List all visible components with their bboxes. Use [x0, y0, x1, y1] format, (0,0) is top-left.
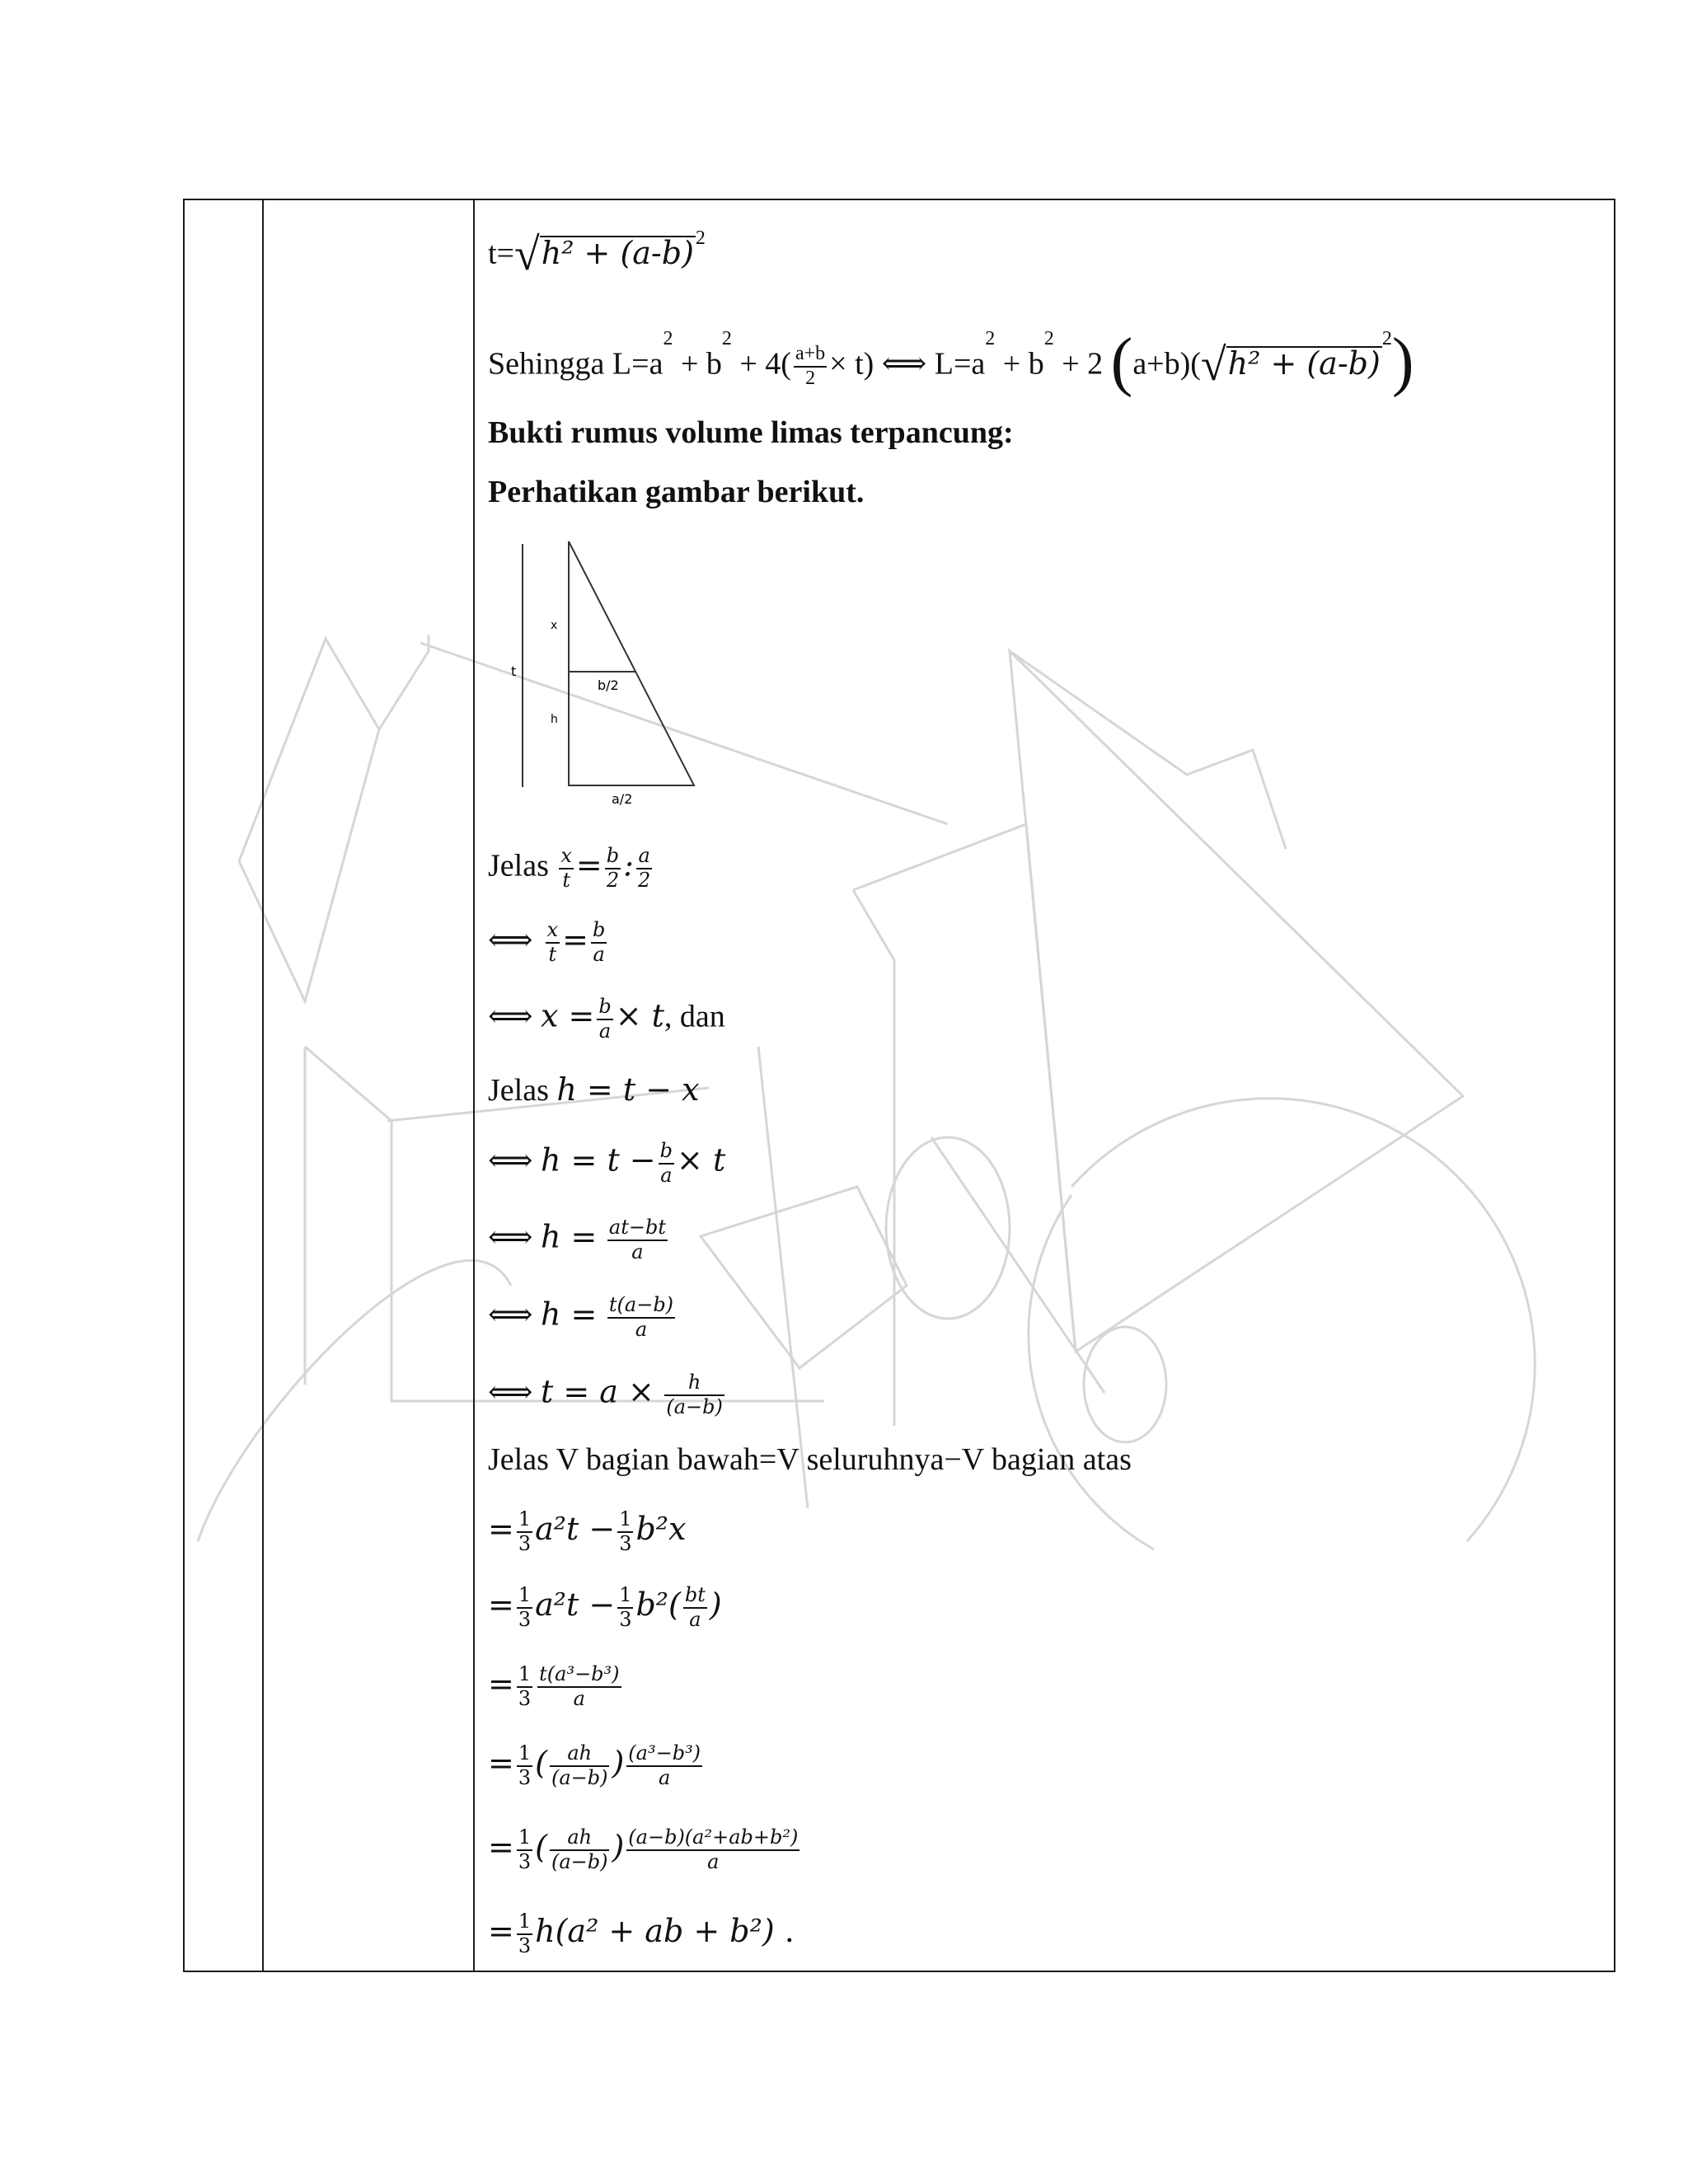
volume-step-2	[488, 1584, 722, 1631]
formula-text: =	[488, 1913, 514, 1950]
left-paren: (	[1110, 326, 1133, 398]
numerator: 1	[517, 1742, 532, 1767]
numerator: b	[659, 1140, 674, 1165]
formula-text: Jelas	[488, 1073, 557, 1108]
formula-text: =	[575, 846, 603, 883]
formula-text: ⟺	[488, 1375, 533, 1410]
formula-text: Jelas	[488, 848, 549, 883]
formula-text: ⟺	[488, 1297, 533, 1333]
formula-text: b²x	[635, 1511, 687, 1548]
formula-text: + 4(	[731, 346, 791, 382]
denominator: a	[659, 1765, 671, 1789]
formula-text: ⟺	[488, 999, 533, 1034]
denominator: 2	[805, 368, 816, 389]
numerator: (a³−b³)	[626, 1742, 702, 1767]
radicand: h² + (a-b)	[541, 234, 694, 271]
formula-text: .	[774, 1913, 795, 1950]
denominator: a	[707, 1849, 720, 1873]
label-b-half: b/2	[598, 677, 619, 693]
equation-step-6	[488, 1216, 670, 1263]
formula-text: h = t −	[540, 1141, 656, 1179]
formula-text: =	[488, 1586, 514, 1624]
volume-step-1	[488, 1508, 686, 1555]
denominator: (a−b)	[551, 1849, 608, 1873]
label-a-half: a/2	[612, 791, 633, 807]
numerator: (a−b)(a²+ab+b²)	[626, 1826, 799, 1851]
numerator: at−bt	[607, 1216, 668, 1241]
volume-result	[488, 1910, 795, 1957]
formula-text: , dan	[663, 999, 725, 1034]
fraction	[550, 1742, 610, 1789]
fraction	[605, 845, 621, 892]
denominator: a	[573, 1686, 585, 1710]
sqrt-symbol: √	[1200, 340, 1226, 391]
denominator: 3	[518, 1765, 532, 1789]
formula-text: =	[488, 1745, 514, 1782]
numerator: 1	[517, 1910, 532, 1935]
numerator: h	[664, 1371, 724, 1396]
formula-text: =	[488, 1829, 514, 1866]
denominator: 3	[518, 1686, 532, 1710]
denominator: t	[548, 942, 557, 966]
fraction	[794, 343, 827, 390]
formula-text: + b	[995, 346, 1044, 382]
exponent: 2	[721, 328, 732, 349]
truncated-pyramid-cross-section-diagram	[470, 532, 717, 812]
equation-step-8	[488, 1371, 727, 1418]
fraction	[517, 1910, 532, 1957]
formula-text: × t) ⟺ L=a	[829, 346, 986, 382]
numerator: b	[597, 996, 612, 1020]
formula-text: ⟺	[488, 921, 533, 958]
numerator: ah	[550, 1826, 610, 1851]
numerator: t(a³−b³)	[537, 1663, 621, 1688]
numerator: b	[591, 919, 607, 944]
equation-step-2: ⟺ $\frac{x}{t}$ = $\frac{b}{a}$	[488, 918, 606, 966]
formula-text: h = t − x	[556, 1071, 700, 1108]
equation-jelas-h	[488, 1071, 700, 1108]
column-divider-1	[262, 200, 264, 1971]
equation-ratio	[488, 845, 654, 892]
numerator: 1	[517, 1508, 532, 1533]
right-paren: )	[1391, 326, 1414, 398]
denominator: a	[660, 1163, 673, 1187]
formula-text: + 2	[1053, 346, 1104, 382]
formula-text: t=	[488, 236, 514, 271]
formula-text: × t	[615, 997, 664, 1034]
section-heading: Bukti rumus volume limas terpancung:	[488, 415, 1014, 450]
fraction	[607, 1216, 668, 1263]
volume-step-3	[488, 1663, 624, 1710]
exponent: 2	[985, 328, 996, 349]
label-x: x	[551, 619, 558, 632]
formula-text: Sehingga L=a	[488, 346, 663, 382]
formula-text: b²(	[635, 1586, 681, 1624]
formula-text: a²t −	[535, 1511, 616, 1548]
exponent: 2	[695, 227, 706, 249]
denominator: 2	[637, 868, 651, 892]
denominator: (a−b)	[666, 1394, 723, 1418]
equation-step-5	[488, 1140, 725, 1187]
formula-text: h =	[540, 1296, 598, 1333]
content-table	[183, 199, 1615, 1972]
fraction	[626, 1826, 799, 1873]
equation-step-7	[488, 1294, 678, 1341]
denominator: 3	[518, 1607, 532, 1631]
denominator: 3	[518, 1933, 532, 1957]
denominator: a	[689, 1607, 701, 1631]
fraction	[636, 845, 652, 892]
label-t: t	[511, 663, 517, 679]
formula-text: :	[623, 846, 634, 883]
denominator: t	[562, 868, 570, 892]
formula-text: ⟺	[488, 1143, 533, 1179]
numerator: 1	[517, 1663, 532, 1688]
fraction	[664, 1371, 724, 1418]
fraction	[550, 1826, 610, 1873]
fraction	[607, 1294, 675, 1341]
formula-text: a+b)(	[1132, 346, 1201, 382]
exponent: 2	[663, 328, 673, 349]
numerator: b	[605, 845, 621, 869]
formula-text: )	[709, 1586, 722, 1624]
fraction	[537, 1663, 621, 1710]
denominator: a	[598, 1019, 612, 1043]
formula-text: t = a ×	[540, 1373, 654, 1410]
column-divider-2	[473, 200, 475, 1971]
volume-statement: Jelas V bagian bawah=V seluruhnya−V bagian atas	[488, 1442, 1132, 1477]
volume-step-5	[488, 1826, 802, 1873]
radicand: h² + (a-b)	[1227, 344, 1381, 382]
equation-step-3	[488, 996, 725, 1043]
denominator: 3	[619, 1607, 632, 1631]
fraction	[617, 1508, 633, 1555]
fraction	[517, 1584, 532, 1631]
figure-intro: Perhatikan gambar berikut.	[488, 475, 865, 509]
numerator: x	[559, 845, 574, 869]
formula-text: =	[488, 1666, 514, 1703]
sqrt-symbol: √	[514, 229, 540, 280]
formula-text: h =	[540, 1218, 598, 1255]
denominator: a	[593, 942, 605, 966]
formula-text: (	[535, 1829, 547, 1866]
denominator: (a−b)	[551, 1765, 608, 1789]
formula-text: h(a² + ab + b²)	[535, 1913, 775, 1950]
numerator: 1	[617, 1584, 633, 1609]
formula-text: × t	[677, 1141, 726, 1179]
surface-area-formula	[488, 326, 1414, 400]
triangle	[569, 541, 694, 785]
exponent: 2	[1043, 328, 1054, 349]
numerator: 1	[517, 1584, 532, 1609]
formula-text: ⟺	[488, 1220, 533, 1255]
denominator: a	[631, 1240, 644, 1263]
volume-step-4	[488, 1742, 705, 1789]
formula-text: (	[535, 1745, 547, 1782]
slant-height-formula	[488, 227, 706, 280]
fraction	[517, 1826, 532, 1873]
fraction	[597, 996, 612, 1043]
numerator: x	[546, 919, 560, 944]
fraction	[517, 1742, 532, 1789]
numerator: a	[636, 845, 652, 869]
numerator: t(a−b)	[607, 1294, 675, 1319]
formula-text: a²t −	[535, 1586, 616, 1624]
label-h: h	[551, 713, 558, 726]
denominator: 2	[606, 868, 620, 892]
formula-text: =	[488, 1511, 514, 1548]
fraction	[517, 1663, 532, 1710]
numerator: ah	[550, 1742, 610, 1767]
formula-text: + b	[673, 346, 722, 382]
denominator: 3	[619, 1531, 632, 1555]
exponent: 2	[1381, 328, 1392, 349]
denominator: 3	[518, 1849, 532, 1873]
numerator: 1	[617, 1508, 633, 1533]
formula-text: )	[612, 1745, 625, 1782]
fraction	[626, 1742, 702, 1789]
fraction	[546, 919, 560, 966]
fraction	[591, 919, 607, 966]
fraction	[559, 845, 574, 892]
numerator: a+b	[794, 343, 827, 368]
fraction	[683, 1584, 707, 1631]
denominator: 3	[518, 1531, 532, 1555]
denominator: a	[635, 1317, 648, 1341]
numerator: 1	[517, 1826, 532, 1851]
formula-text: x =	[540, 997, 595, 1034]
numerator: bt	[683, 1584, 707, 1609]
fraction	[517, 1508, 532, 1555]
fraction	[659, 1140, 674, 1187]
fraction	[617, 1584, 633, 1631]
formula-text: )	[612, 1829, 625, 1866]
